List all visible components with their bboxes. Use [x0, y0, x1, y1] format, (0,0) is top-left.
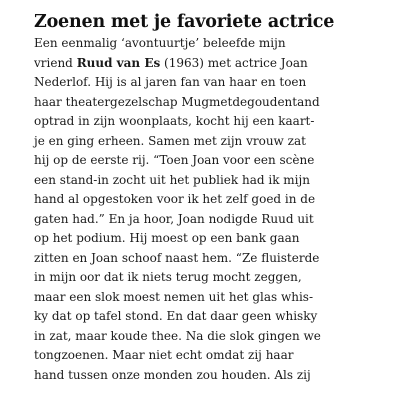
body-line — [34, 268, 386, 288]
body-line — [34, 171, 386, 191]
body-text-segment: hij op de eerste rij. “Toen Joan voor een scène — [34, 153, 315, 167]
body-line — [34, 190, 386, 210]
body-line — [34, 151, 386, 171]
body-text-segment: haar theatergezelschap Mugmetdegoudentand — [34, 94, 320, 109]
article — [34, 10, 386, 385]
body-text-segment: ky dat op tafel stond. En dat daar geen whisky — [34, 309, 318, 323]
body-text-segment: Een eenmalig ‘avontuurtje’ beleefde mijn — [34, 36, 286, 50]
body-text-segment: vriend — [34, 55, 77, 70]
body-text-segment: in zat, maar koude thee. Na die slok gingen we — [34, 328, 321, 343]
body-text-segment: Nederlof. Hij is al jaren fan van haar en toen — [34, 75, 307, 89]
body-text-segment: op het podium. Hij moest op een bank gaan — [34, 231, 300, 245]
article-headline: Zoenen met je favoriete actrice — [34, 12, 335, 32]
body-line — [34, 366, 386, 386]
body-text-segment: je en ging erheen. Samen met zijn vrouw zat — [34, 133, 306, 148]
body-line — [34, 54, 386, 74]
body-line — [34, 307, 386, 327]
body-text-segment: gaten had.” En ja hoor, Joan nodigde Ruud uit — [34, 211, 314, 226]
body-line — [34, 73, 386, 93]
body-text-segment: (1963) met actrice Joan — [160, 55, 308, 70]
body-text-segment: tongzoenen. Maar niet echt omdat zij haar — [34, 348, 294, 362]
body-line — [34, 34, 386, 54]
body-line — [34, 249, 386, 269]
body-text-segment: een stand-in zocht uit het publiek had ik mijn — [34, 172, 310, 187]
body-text-segment: hand al opgestoken voor ik het zelf goed in de — [34, 192, 316, 206]
body-line — [34, 327, 386, 347]
body-line — [34, 112, 386, 132]
body-line — [34, 346, 386, 366]
body-text-segment: in mijn oor dat ik niets terug mocht zeggen, — [34, 270, 302, 284]
body-text-segment: optrad in zijn woonplaats, kocht hij een kaart- — [34, 114, 315, 128]
article-body — [34, 34, 386, 385]
body-text-segment: zitten en Joan schoof naast hem. “Ze fluisterde — [34, 250, 320, 265]
body-line — [34, 210, 386, 230]
body-line — [34, 288, 386, 308]
body-line — [34, 93, 386, 113]
body-text-segment: hand tussen onze monden zou houden. Als zij — [34, 367, 311, 382]
body-line — [34, 132, 386, 152]
body-text-segment: maar een slok moest nemen uit het glas whis- — [34, 289, 314, 304]
person-name: Ruud van Es — [76, 55, 161, 70]
body-line — [34, 229, 386, 249]
